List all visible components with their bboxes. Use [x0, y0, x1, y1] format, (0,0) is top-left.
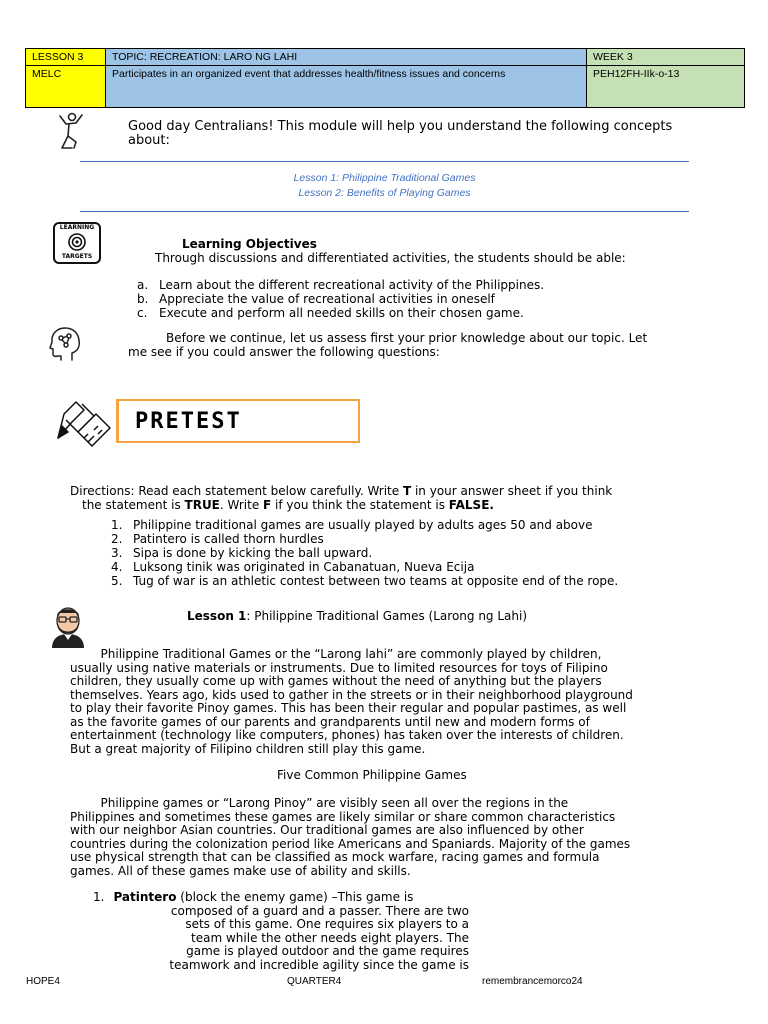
- pretest-item: 3. Sipa is done by kicking the ball upward.: [111, 546, 373, 560]
- objective-item: a. Learn about the different recreational activity of the Philippines.: [137, 278, 545, 292]
- game-patintero-body: composed of a guard and a passer. There are two sets of this game. One requires six players to a team while the other needs eight players. The game is played outdoor and the game requires teamwork and incredible agility since the game is: [169, 903, 469, 972]
- divider-bottom: [80, 211, 689, 212]
- code-cell: PEH12FH-IIk-o-13: [587, 66, 745, 108]
- divider-top: [80, 161, 689, 162]
- objective-item: b. Appreciate the value of recreational activities in oneself: [137, 292, 495, 306]
- footer-center: QUARTER4: [287, 976, 342, 987]
- learning-targets-top-text: LEARNING: [59, 224, 95, 231]
- exercise-icon: [52, 112, 88, 150]
- footer-right: remembrancemorco24: [482, 976, 583, 987]
- five-games-subheading: Five Common Philippine Games: [277, 768, 467, 782]
- assess-text: Before we continue, let us assess first your prior knowledge about our topic. Let me see if you could answer the following questions:: [128, 331, 648, 359]
- pretest-banner: [116, 399, 360, 443]
- pretest-directions: Directions: Read each statement below carefully. Write T in your answer sheet if you think the statement is TRUE. Write F if you think the statement is FALSE.: [70, 484, 613, 512]
- lesson-label: LESSON 3: [26, 49, 106, 66]
- pretest-item: 2. Patintero is called thorn hurdles: [111, 532, 324, 546]
- header-table: [25, 48, 745, 108]
- intro-lesson2: Lesson 2: Benefits of Playing Games: [298, 187, 471, 199]
- intro-lesson1: Lesson 1: Philippine Traditional Games: [293, 172, 476, 184]
- lesson1-paragraph1: Philippine Traditional Games or the “Larong lahi” are commonly played by children, usually using native materials or instruments. Due to limited resources for toys of Filipino children, they usually come up with games without the need of anything but the players themselves. Years ago, kids used to gather in the streets or in their neighborhood playground to play their favorite Pinoy games. This has been their regular and popular pastimes, as well as the favorite games of our parents and grandparents until new and modern forms of entertainment (technology like computers, phones) has taken over the interests of children. But a great majority of Filipino children still play this game.: [70, 647, 633, 756]
- target-icon: [68, 233, 86, 251]
- pretest-list: [111, 518, 711, 588]
- intro-greeting: Good day Centralians! This module will help you understand the following concepts about:: [128, 119, 673, 148]
- melc-label: MELC: [26, 66, 106, 108]
- lesson1-heading: Lesson 1: Philippine Traditional Games (Larong ng Lahi): [187, 609, 528, 623]
- objectives-intro: Through discussions and differentiated activities, the students should be able:: [155, 251, 626, 265]
- objectives-title: Learning Objectives: [182, 237, 317, 251]
- objectives-list: [137, 278, 697, 320]
- pencil-ruler-icon: [54, 396, 116, 448]
- pretest-title: PRETEST: [135, 409, 242, 434]
- pretest-item: 1. Philippine traditional games are usually played by adults ages 50 and above: [111, 518, 593, 532]
- learning-targets-bottom-text: TARGETS: [61, 253, 93, 260]
- footer-left: HOPE4: [26, 976, 60, 987]
- pretest-item: 5. Tug of war is an athletic contest between two teams at opposite end of the rope.: [111, 574, 619, 588]
- objective-item: c. Execute and perform all needed skills on their chosen game.: [137, 306, 524, 320]
- topic-cell: TOPIC: RECREATION: LARO NG LAHI: [106, 49, 587, 66]
- pretest-item: 4. Luksong tinik was originated in Cabanatuan, Nueva Ecija: [111, 560, 475, 574]
- teacher-avatar-icon: [48, 604, 88, 648]
- game-patintero: 1. Patintero (block the enemy game) –This game is composed of a guard and a passer. There are two sets of this game. One requires six players to a team while the other needs eight players. The game is played outdoor and the game requires teamwork and incredible agility since the game is: [93, 891, 483, 972]
- lesson1-paragraph2: Philippine games or “Larong Pinoy” are visibly seen all over the regions in the Philippines and sometimes these games are likely similar or share common characteristics with our neighbor Asian countries. Our traditional games are also influenced by other countries during the colonization period like Americans and Spaniards. Majority of the games use physical strength that can be classified as mock warfare, racing games and formula games. All of these games make use of ability and skills.: [70, 796, 631, 878]
- melc-text: Participates in an organized event that addresses health/fitness issues and concerns: [106, 66, 587, 108]
- week-cell: WEEK 3: [587, 49, 745, 66]
- brain-head-icon: [48, 326, 84, 362]
- learning-targets-icon: [53, 222, 101, 264]
